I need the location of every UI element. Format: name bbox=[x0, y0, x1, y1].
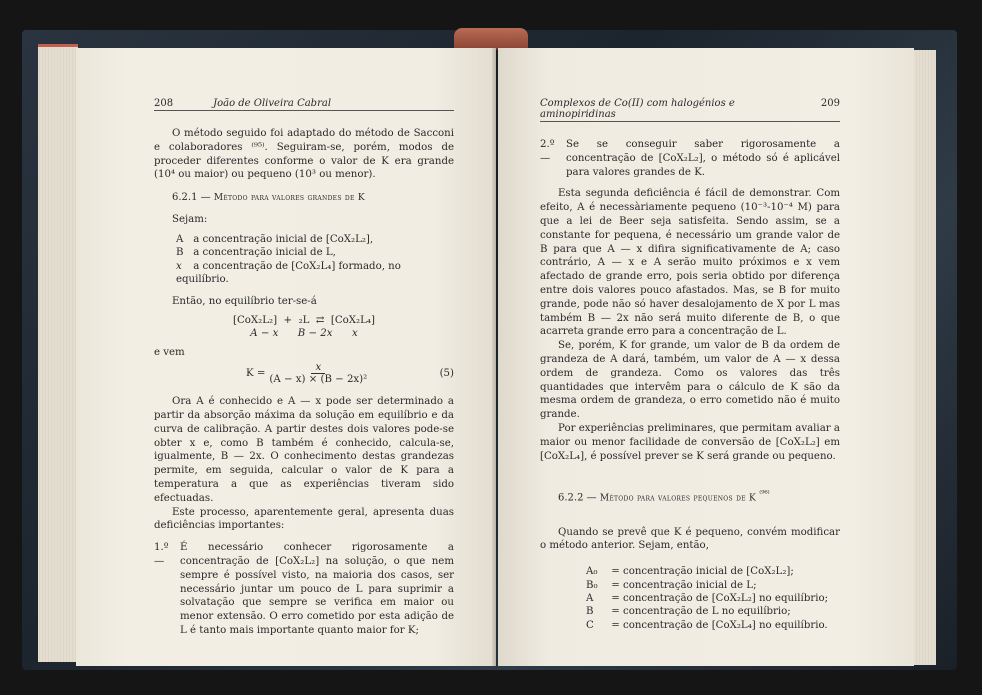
equilibrium-equation: [CoX₂L₂] + ₂L ⇄ [CoX₂L₄] A − x B − 2x x bbox=[233, 315, 375, 340]
sejam-text: Sejam: bbox=[172, 214, 208, 226]
section-heading-621 bbox=[154, 192, 454, 203]
right-running-header bbox=[540, 98, 840, 122]
deficiency-item-1: 1.º — É necessário conhecer rigorosamente a concentração de [CoX₂L₂] na solução, o que nem sempre é possível visto, na maioria dos casos, ser necessário juntar um pouco de L para suprimir a solvatação que sempre se verifica em maior ou menor extensão. O erro cometido por esta adição de L é tanto mais importante quanto maior for K; bbox=[154, 542, 454, 636]
entao-text: Então, no equilíbrio ter-se-á bbox=[172, 295, 317, 307]
right-page-number: 209 bbox=[820, 98, 840, 109]
left-page-number: 208 bbox=[154, 98, 174, 109]
definition-list-left bbox=[176, 233, 454, 287]
left-paragraph-3: Este processo, aparentemente geral, apresenta duas deficiências importantes: bbox=[154, 506, 454, 532]
deficiency-item-2: 2.º — Se se conseguir saber rigorosamente a concentração de [CoX₂L₂], o método só é aplicável para valores grandes de K. bbox=[540, 139, 840, 178]
e-vem-text: e vem bbox=[154, 347, 185, 359]
section-heading-622 bbox=[540, 489, 840, 503]
k-equation: K = $\frac{x}{\text{(A − x) × (B − 2x)²}}$ (5) bbox=[246, 362, 454, 386]
equation-number: (5) bbox=[439, 368, 454, 380]
right-paragraph-3: Por experiências preliminares, que permitam avaliar a maior ou menor facilidade de conversão de [CoX₂L₂] em [CoX₂L₄], é possível prever se K será grande ou pequeno. bbox=[540, 422, 840, 462]
section-number: 6.2.1 — bbox=[172, 192, 211, 204]
definition-item: B = concentração de L no equilíbrio; bbox=[586, 606, 791, 618]
left-paragraph-1: O método seguido foi adaptado do método de Sacconi e colaboradores ⁽⁹⁵⁾. Seguiram-se, porém, modos de proceder diferentes conforme o valor de K era grande (10⁴ ou maior) ou pequeno (10³ ou menor). bbox=[154, 128, 454, 181]
definition-item: A₀ = concentração inicial de [CoX₂L₂]; bbox=[586, 566, 794, 578]
book-spine bbox=[454, 28, 528, 50]
page-edges-left bbox=[38, 44, 78, 662]
definition-item: C = concentração de [CoX₂L₄] no equilíbrio. bbox=[586, 619, 828, 631]
definition-list-right bbox=[586, 565, 840, 632]
left-paragraph-2: Ora A é conhecido e A — x pode ser determinado a partir da absorção máxima da solução em equilíbrio e da curva de calibração. A partir destes dois valores pode-se obter x e, como B também é conhecido, calcula-se, igualmente, B — 2x. O conhecimento destas grandezas permite, em seguida, calcular o valor de K para a temperatura a que as experiências tiveram sido efectuadas. bbox=[154, 396, 454, 504]
right-paragraph-2: Se, porém, K for grande, um valor de B da ordem de grandeza de A dará, também, um valor de A — x dessa ordem de grandeza. Como os valores das três quantidades que intervêm para o cálculo de K são da mesma ordem de grandeza, o erro cometido não é muito grande. bbox=[540, 340, 840, 421]
right-running-head: Complexos de Co(II) com halogénios e aminopiridinas bbox=[540, 98, 735, 120]
right-paragraph-1: Esta segunda deficiência é fácil de demonstrar. Com efeito, A é necessàriamente pequeno (10⁻³-10⁻⁴ M) para que a lei de Beer seja satisfeita. Sendo assim, se a constante for pequena, é necessário um grande valor de B para que A — x difira significativamente de A; caso contrário, A — x e A serão muito próximos e x vem afectado de grande erro, pois seria obtido por diferença entre dois valores pouco afastados. Mas, se B for muito grande, pode não só haver desalojamento de X por L mas também B — 2x não será muito diferente de B, o que acarreta grande erro para a concentração de L. bbox=[540, 188, 840, 338]
right-page bbox=[498, 48, 914, 666]
definition-item: B a concentração inicial de L, bbox=[176, 247, 336, 259]
left-page bbox=[76, 48, 496, 666]
definition-item: A a concentração inicial de [CoX₂L₂], bbox=[176, 233, 374, 245]
definition-item: A = concentração de [CoX₂L₂] no equilíbrio; bbox=[586, 593, 829, 605]
section-number: 6.2.2 — bbox=[558, 492, 597, 504]
section-title: Método para valores grandes de K bbox=[213, 193, 365, 204]
left-running-header bbox=[154, 98, 454, 111]
section-title: Método para valores pequenos de K bbox=[599, 493, 757, 504]
left-running-head: João de Oliveira Cabral bbox=[213, 98, 332, 109]
footnote-ref: ⁽⁹⁶⁾ bbox=[759, 489, 770, 499]
page-edges-right bbox=[912, 50, 936, 665]
definition-item: x a concentração de [CoX₂L₄] formado, no equilíbrio. bbox=[176, 260, 401, 286]
definition-item: B₀ = concentração inicial de L; bbox=[586, 579, 757, 591]
right-paragraph-4: Quando se prevê que K é pequeno, convém modificar o método anterior. Sejam, então, bbox=[540, 526, 840, 552]
